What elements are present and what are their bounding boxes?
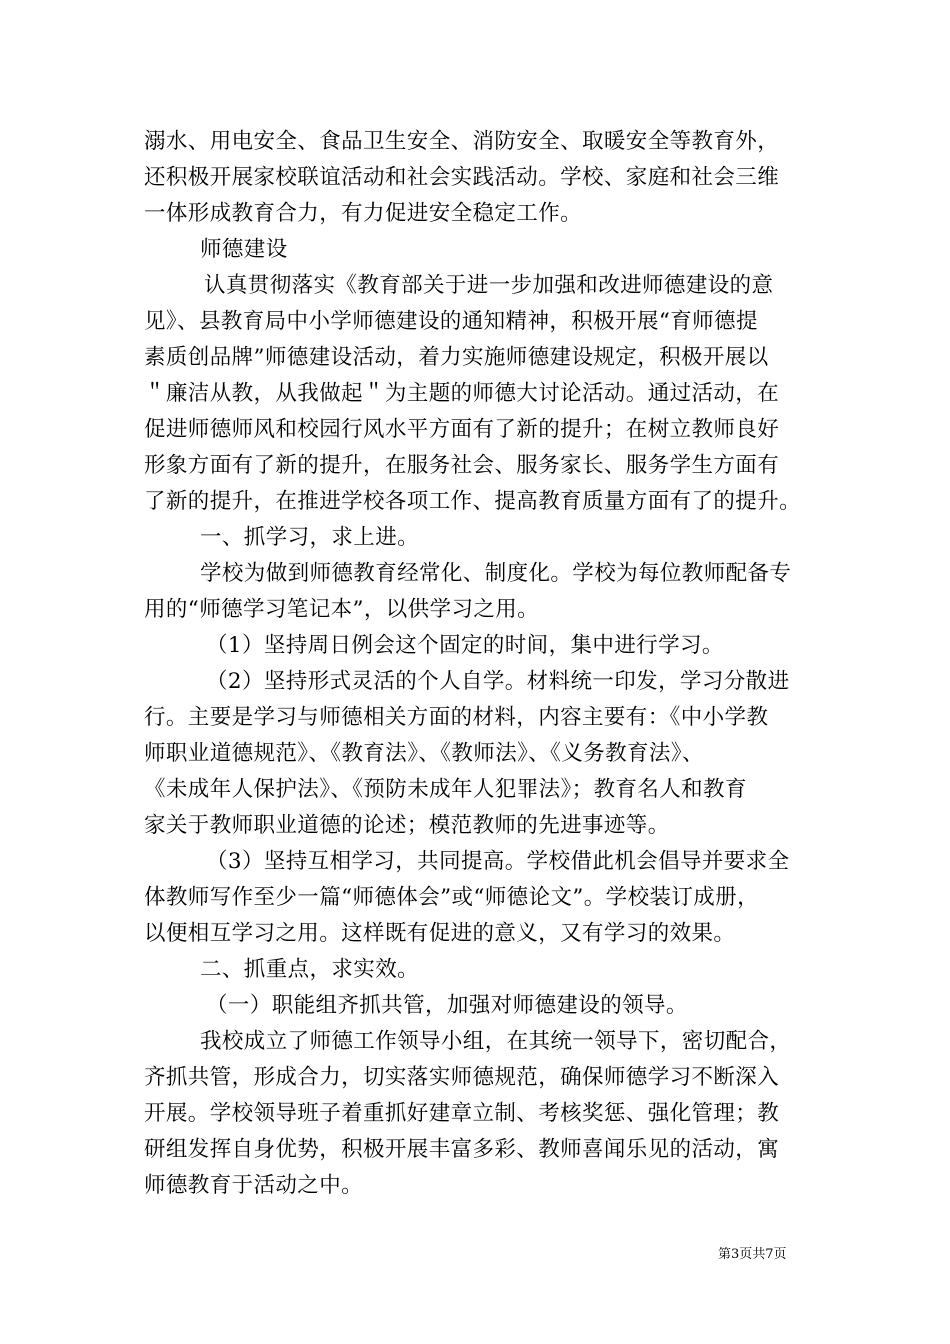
text-line: 研组发挥自身优势，积极开展丰富多彩、教师喜闻乐见的活动，寓 xyxy=(144,1137,780,1162)
text-line: 师职业道德规范》、《教育法》、《教师法》、《义务教育法》、 xyxy=(144,741,704,766)
text-line: 学校为做到师德教育经常化、制度化。学校为每位教师配备专 xyxy=(200,561,792,586)
section-heading: 师德建设 xyxy=(200,237,288,262)
text-line: 用的“师德学习笔记本”，以供学习之用。 xyxy=(144,597,540,622)
section-heading: 一、抓学习，求上进。 xyxy=(200,525,420,550)
subsection-heading: （一）职能组齐抓共管，加强对师德建设的领导。 xyxy=(206,993,688,1018)
list-item: （1）坚持周日例会这个固定的时间，集中进行学习。 xyxy=(206,633,724,658)
list-item: （2）坚持形式灵活的个人自学。材料统一印发，学习分散进 xyxy=(206,669,790,694)
text-line: 家关于教师职业道德的论述；模范教师的先进事迹等。 xyxy=(144,813,670,838)
text-line: 认真贯彻落实《教育部关于进一步加强和改进师德建设的意 xyxy=(204,273,774,298)
text-line: 我校成立了师德工作领导小组，在其统一领导下，密切配合， xyxy=(200,1029,792,1054)
text-line: 还积极开展家校联谊活动和社会实践活动。学校、家庭和社会三维 xyxy=(144,165,780,190)
text-line: 了新的提升，在推进学校各项工作、提高教育质量方面有了的提升。 xyxy=(144,489,802,514)
text-line: 齐抓共管，形成合力，切实落实师德规范，确保师德学习不断深入 xyxy=(144,1065,780,1090)
text-line: 开展。学校领导班子着重抓好建章立制、考核奖惩、强化管理；教 xyxy=(144,1101,780,1126)
text-line: ＂廉洁从教，从我做起＂为主题的师德大讨论活动。通过活动，在 xyxy=(144,381,780,406)
text-line: 形象方面有了新的提升，在服务社会、服务家长、服务学生方面有 xyxy=(144,453,780,478)
page-number-footer: 第3页共7页 xyxy=(718,1247,787,1262)
text-line: 体教师写作至少一篇“师德体会”或“师德论文”。学校装订成册， xyxy=(144,885,759,910)
text-line: 促进师德师风和校园行风水平方面有了新的提升；在树立教师良好 xyxy=(144,417,780,442)
section-heading: 二、抓重点，求实效。 xyxy=(200,957,420,982)
text-line: 行。主要是学习与师德相关方面的材料，内容主要有：《中小学教 xyxy=(144,705,769,730)
text-line: 素质创品牌”师德建设活动，着力实施师德建设规定，积极开展以 xyxy=(144,345,769,370)
text-line: 《未成年人保护法》、《预防未成年人犯罪法》；教育名人和教育 xyxy=(144,777,747,802)
document-body xyxy=(144,124,844,1204)
text-line: 一体形成教育合力，有力促进安全稳定工作。 xyxy=(144,201,583,226)
list-item: （3）坚持互相学习，共同提高。学校借此机会倡导并要求全 xyxy=(206,849,790,874)
text-line: 见》、县教育局中小学师德建设的通知精神，积极开展“育师德提 xyxy=(144,309,758,334)
text-line: 以便相互学习之用。这样既有促进的意义，又有学习的效果。 xyxy=(144,921,736,946)
text-line: 师德教育于活动之中。 xyxy=(144,1173,364,1198)
text-line: 溺水、用电安全、食品卫生安全、消防安全、取暖安全等教育外， xyxy=(144,129,780,154)
